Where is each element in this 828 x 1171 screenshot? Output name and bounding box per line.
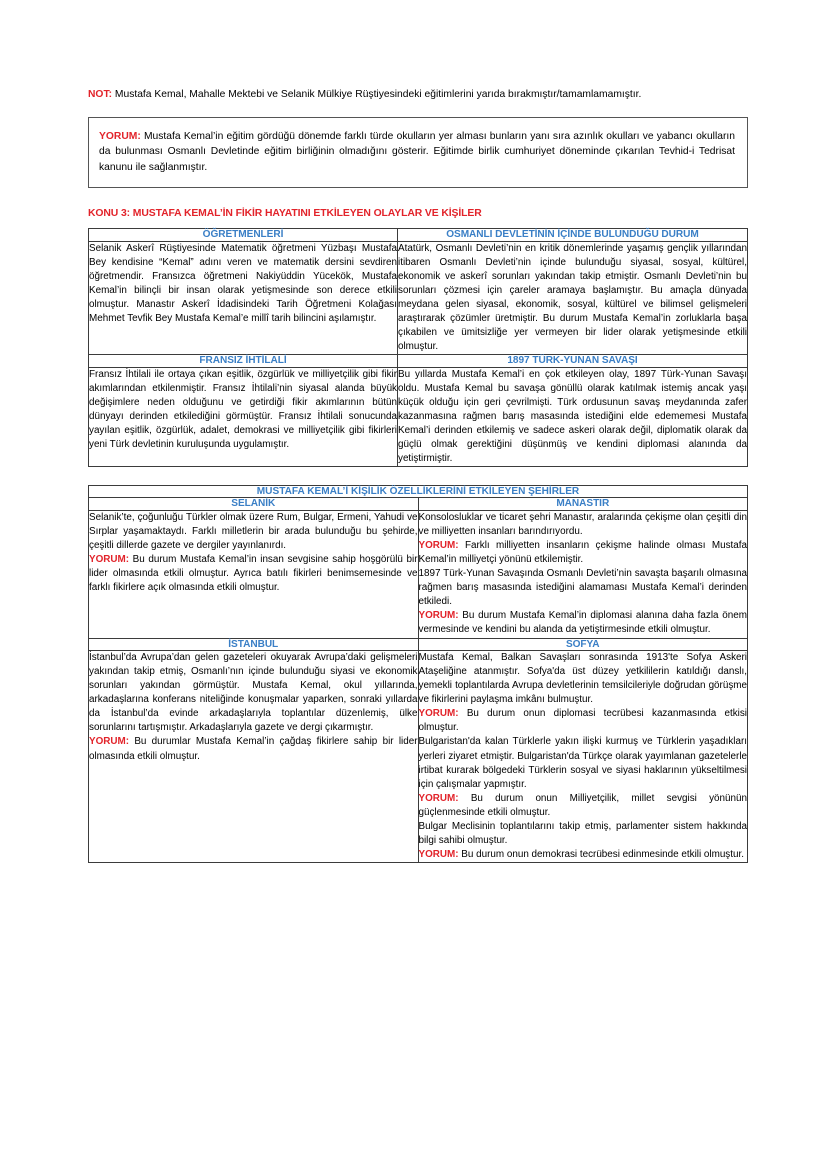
column-header-turk-yunan-savasi: 1897 TÜRK-YUNAN SAVAŞI [398,355,748,368]
note-line [88,88,748,103]
column-header-osmanli-durum: OSMANLI DEVLETİNİN İÇİNDE BULUNDUĞU DURUM [398,229,748,242]
paragraph-text: Mustafa Kemal, Balkan Savaşları sonrasında 1913'te Sofya Askeri Ataşeliğine atanmıştır. Sofya'da üst düzey yetkililerin katıldığı danslı, yemekli toplantılarda Avrupa devletlerinin temsilcileriyle doğrudan görüşme ve fikirlerini paylaşma imkânı bulmuştur. [418,652,747,706]
comment-text: Mustafa Kemal’in eğitim gördüğü dönemde farklı türde okulların yer alması bunların yanı sıra azınlık okulları ve yabancı okulların da bulunması Osmanlı Devletinde eğitim birliğinin olmadığını gösterir. Eğitimde birlik cumhuriyet döneminde çıkarılan Tevhid-i Tedrisat kanunu ile sağlanmıştır. [99,130,735,173]
cell-fransiz-ihtilali [89,367,398,466]
cell-paragraph [419,511,748,539]
column-header-fransiz-ihtilali: FRANSIZ İHTİLALİ [89,355,398,368]
cell-selanik [89,510,419,638]
table-title-row [89,486,748,498]
yorum-label: YORUM: [418,708,459,720]
cell-paragraph [419,567,748,609]
cell-ogretmenleri [89,241,398,355]
table-header-row [89,498,748,511]
cell-istanbul [89,651,419,863]
note-text: Mustafa Kemal, Mahalle Mektebi ve Selanik Mülkiye Rüştiyesindeki eğitimlerini yarıda bırakmıştır/tamamlamamıştır. [112,89,642,100]
yorum-label: YORUM: [418,792,459,804]
cell-manastir [418,510,748,638]
paragraph-text: Selanik’te, çoğunluğu Türkler olmak üzere Rum, Bulgar, Ermeni, Yahudi ve Sırplar yaşamaktaydı. Farklı milletlerin bir arada bulunduğu bu şehirde, çeşitli dillerde gazete ve dergiler yayınlanırdı. [89,511,418,552]
cell-paragraph [419,609,748,637]
column-header-sofya: SOFYA [418,638,748,651]
cell-osmanli-durum [398,241,748,355]
cell-paragraph: Fransız İhtilali ile ortaya çıkan eşitlik, özgürlük ve milliyetçilik gibi fikir akımlarından etkilenmiştir. Fransız İhtilali’nin siyasal alanda büyük değişimlere neden olduğunu ve getirdiği fikir akımlarının bütün dünyayı derinden etkilediğini görmüştür. Fransız İhtilali sonucunda yayılan eşitlik, özgürlük, adalet, demokrasi ve milliyetçilik gibi fikirleri yeni Türk devletinin kuruluşunda uygulamıştır. [89,368,397,451]
column-header-istanbul: İSTANBUL [89,638,419,651]
column-header-manastir: MANASTIR [418,498,748,511]
cell-paragraph [419,539,748,567]
paragraph-text: Bu durum onun diplomasi tecrübesi kazanmasında etkisi olmuştur. [418,708,747,734]
table-row [89,367,748,466]
cell-paragraph [419,792,748,820]
paragraph-text: 1897 Türk-Yunan Savaşında Osmanlı Devleti’nin savaşta başarılı olmasına rağmen barış masasında istediğini alamaması Mustafa Kemal’i derinden etkiledi. [418,568,747,608]
cell-paragraph [89,511,418,553]
paragraph-text: Bu durum onun demokrasi tecrübesi edinmesinde etkili olmuştur. [458,848,744,860]
column-header-selanik: SELANİK [89,498,419,511]
table-header-row [89,229,748,242]
cell-paragraph [419,735,748,791]
yorum-label: YORUM: [418,610,459,622]
section-heading: KONU 3: MUSTAFA KEMAL’İN FİKİR HAYATINI ETKİLEYEN OLAYLAR VE KİŞİLER [88,208,482,220]
cell-paragraph [419,820,748,848]
comment-box [88,117,748,188]
cell-paragraph [89,651,418,735]
paragraph-text: İstanbul’da Avrupa’dan gelen gazeteleri okuyarak Avrupa’daki gelişmeleri yakından takip etmiş, Osmanlı’nın içinde bulunduğu siyasi ve ekonomik sorunları yakından görmüştür. Mustafa Kemal, okul yıllarında, arkadaşlarına konferans niteliğinde konuşmalar yaparken, sonraki yıllarda da İstanbul’da evinde arkadaşlarıyla toplantılar düzenlemiş, ülke sorunlarını tartışmıştır. Arkadaşlarıyla gazete ve dergi çıkarmıştır. [89,652,418,734]
yorum-label: YORUM: [418,540,459,552]
table-row [89,651,748,863]
paragraph-text: Bu durumlar Mustafa Kemal’in çağdaş fikirlere sahip bir lider olmasında etkili olmuştur. [89,736,418,762]
table-header-row [89,355,748,368]
paragraph-text: Farklı milliyetten insanların çekişme halinde olması Mustafa Kemal’in milliyetçi yönünü etkilemiştir. [418,540,747,566]
paragraph-text: Bulgar Meclisinin toplantılarını takip etmiş, parlamenter sistem hakkında bilgi sahibi olmuştur. [418,820,747,846]
yorum-label: YORUM: [89,554,130,566]
table-row [89,241,748,355]
influences-table [88,228,748,467]
cell-paragraph [419,707,748,735]
table-spacer [88,467,748,485]
paragraph-text: Konsolosluklar ve ticaret şehri Manastır, aralarında çekişme olan çeşitli din ve milliyetten insanları barındırıyordu. [418,511,747,538]
cell-paragraph: Selanik Askerî Rüştiyesinde Matematik öğretmeni Yüzbaşı Mustafa Bey kendisine “Kemal” adını veren ve matematik dersini sevdiren öğretmendir. Fransızca öğretmeni Nakiyüddin Yücekök, Mustafa Kemal’in bilinçli bir insan olarak yetişmesinde son derece etkili olmuştur. Manastır Askerî İdadisindeki Tarih Öğretmeni Kolağası Mehmet Tevfik Bey Mustafa Kemal’e millî tarih bilincini aşılamıştır. [89,242,397,325]
cities-table [88,485,748,863]
paragraph-text: Bu durum Mustafa Kemal’in insan sevgisine sahip hoşgörülü bir lider olmasında etkili olmuştur. Ayrıca batılı fikirleri benimsemesinde ve farklı fikirlere açık olmasında etkili olmuştur. [89,554,418,594]
cell-turk-yunan-savasi [398,367,748,466]
cell-sofya [418,651,748,863]
table-header-row [89,638,748,651]
yorum-label: YORUM: [89,736,130,748]
note-label: NOT: [88,89,113,100]
yorum-label: YORUM: [418,848,459,860]
cell-paragraph [89,735,418,763]
column-header-ogretmenleri: ÖĞRETMENLERİ [89,229,398,242]
paragraph-text: Bulgaristan'da kalan Türklerle yakın ilişki kurmuş ve Türklerin yaşadıkları yerleri ziyaret etmiştir. Bulgaristan'da Türkçe olarak yayımlanan gazetelerle irtibat kurarak bölgedeki Türklerin sosyal ve siyasi haklarının yükseltilmesi için çalışmalar yapmıştır. [418,736,747,790]
table-row [89,510,748,638]
cell-paragraph [89,553,418,595]
comment-paragraph [99,129,735,175]
paragraph-text: Bu durum onun Milliyetçilik, millet sevgisi yönünün güçlenmesinde etkili olmuştur. [418,792,747,818]
paragraph-text: Bu durum Mustafa Kemal’in diplomasi alanına daha fazla önem vermesinde ve kendini bu alanda da yetiştirmesinde etkili olmuştur. [418,610,747,636]
cities-table-title: MUSTAFA KEMAL’İ KİŞİLİK ÖZELLİKLERİNİ ETKİLEYEN ŞEHİRLER [89,486,748,498]
comment-label: YORUM: [99,130,141,142]
cell-paragraph: Bu yıllarda Mustafa Kemal’i en çok etkileyen olay, 1897 Türk-Yunan Savaşı oldu. Mustafa Kemal bu savaşa gönüllü olarak katılmak istemiş ancak yaşı küçük olduğu için geri çevrilmişti. Türk ordusunun savaş meydanında zafer kazanmasına rağmen barış masasında istediğini elde edememesi Mustafa Kemal’i derinden etkilemiş ve sadece askeri olarak değil, diplomatik olarak da güçlü olmak gerektiğini düşünmüş ve kendini diplomasi alanında da yetiştirmiştir. [398,368,747,465]
document-page [88,88,748,863]
cell-paragraph [419,651,748,707]
cell-paragraph [419,848,748,862]
cell-paragraph: Atatürk, Osmanlı Devleti’nin en kritik dönemlerinde yaşamış gençlik yıllarından itibaren Osmanlı Devleti’nin içinde bulunduğu siyasal, sosyal, kültürel, ekonomik ve askerî sorunları yakından takip etmiştir. Osmanlı Devleti’nin bu sorunları çözmesi için çareler aramaya başlamıştır. Bu amaçla dünyada meydana gelen siyasal, ekonomik, sosyal, kültürel ve bilimsel gelişmeleri araştırarak çözümler üretmiştir. Bu durum Mustafa Kemal’in zorluklarla başa çıkabilen ve ümitsizliğe yer vermeyen bir lider olarak yetişmesinde etkili olmuştur. [398,242,747,353]
